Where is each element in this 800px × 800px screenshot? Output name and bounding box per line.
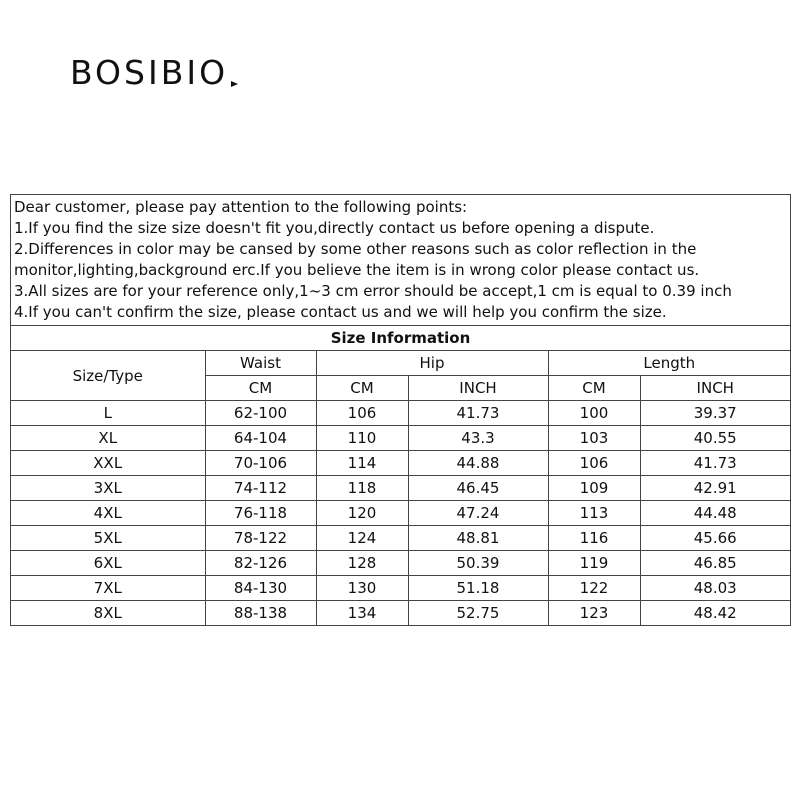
unit-length-cm: CM xyxy=(548,376,640,401)
cell-size: L xyxy=(11,401,205,426)
table-row xyxy=(11,451,790,476)
cell-length-cm: 123 xyxy=(548,601,640,626)
cell-waist-cm: 70-106 xyxy=(205,451,316,476)
cell-waist-cm: 62-100 xyxy=(205,401,316,426)
cell-waist-cm: 74-112 xyxy=(205,476,316,501)
notice-line: 3.All sizes are for your reference only,1~3 cm error should be accept,1 cm is equal to 0.39 inch xyxy=(14,282,732,300)
cell-waist-cm: 88-138 xyxy=(205,601,316,626)
cell-length-inch: 42.91 xyxy=(640,476,790,501)
cell-length-cm: 119 xyxy=(548,551,640,576)
cell-length-cm: 116 xyxy=(548,526,640,551)
cell-length-cm: 109 xyxy=(548,476,640,501)
cell-hip-cm: 134 xyxy=(316,601,408,626)
cell-size: 6XL xyxy=(11,551,205,576)
notice-line: 4.If you can't confirm the size, please contact us and we will help you confirm the size. xyxy=(14,303,667,321)
cell-length-cm: 100 xyxy=(548,401,640,426)
cell-size: 4XL xyxy=(11,501,205,526)
header-length: Length xyxy=(548,351,790,376)
table-row xyxy=(11,401,790,426)
cell-hip-inch: 43.3 xyxy=(408,426,548,451)
cell-hip-cm: 110 xyxy=(316,426,408,451)
notice-line: monitor,lighting,background erc.If you believe the item is in wrong color please contact us. xyxy=(14,261,700,279)
table-row xyxy=(11,426,790,451)
cell-length-inch: 39.37 xyxy=(640,401,790,426)
cell-size: 3XL xyxy=(11,476,205,501)
table-row xyxy=(11,601,790,626)
cell-length-cm: 103 xyxy=(548,426,640,451)
cell-hip-inch: 52.75 xyxy=(408,601,548,626)
table-row xyxy=(11,576,790,601)
cell-hip-inch: 41.73 xyxy=(408,401,548,426)
table-row xyxy=(11,476,790,501)
cell-hip-cm: 124 xyxy=(316,526,408,551)
cell-length-inch: 48.03 xyxy=(640,576,790,601)
brand-logo xyxy=(70,53,238,92)
cell-hip-cm: 128 xyxy=(316,551,408,576)
table-row xyxy=(11,501,790,526)
cell-length-inch: 40.55 xyxy=(640,426,790,451)
cell-waist-cm: 82-126 xyxy=(205,551,316,576)
header-waist: Waist xyxy=(205,351,316,376)
cell-hip-inch: 46.45 xyxy=(408,476,548,501)
header-size-type: Size/Type xyxy=(11,351,205,401)
cell-hip-inch: 47.24 xyxy=(408,501,548,526)
cell-length-cm: 113 xyxy=(548,501,640,526)
cell-size: 5XL xyxy=(11,526,205,551)
cell-waist-cm: 78-122 xyxy=(205,526,316,551)
size-chart xyxy=(10,194,791,626)
unit-hip-inch: INCH xyxy=(408,376,548,401)
brand-name: BOSIBIO xyxy=(70,53,229,92)
size-table xyxy=(11,351,790,625)
cell-length-inch: 41.73 xyxy=(640,451,790,476)
table-row xyxy=(11,526,790,551)
cell-waist-cm: 84-130 xyxy=(205,576,316,601)
cell-length-inch: 44.48 xyxy=(640,501,790,526)
table-row xyxy=(11,551,790,576)
notice-line: Dear customer, please pay attention to the following points: xyxy=(14,198,468,216)
triangle-mark-icon xyxy=(231,81,238,87)
cell-hip-inch: 50.39 xyxy=(408,551,548,576)
cell-hip-cm: 130 xyxy=(316,576,408,601)
notice-line: 1.If you find the size size doesn't fit you,directly contact us before opening a dispute. xyxy=(14,219,655,237)
cell-length-inch: 46.85 xyxy=(640,551,790,576)
table-title: Size Information xyxy=(11,326,790,351)
cell-hip-cm: 114 xyxy=(316,451,408,476)
cell-length-inch: 48.42 xyxy=(640,601,790,626)
cell-size: 8XL xyxy=(11,601,205,626)
cell-hip-inch: 51.18 xyxy=(408,576,548,601)
cell-waist-cm: 64-104 xyxy=(205,426,316,451)
cell-length-inch: 45.66 xyxy=(640,526,790,551)
cell-size: XXL xyxy=(11,451,205,476)
unit-length-inch: INCH xyxy=(640,376,790,401)
cell-waist-cm: 76-118 xyxy=(205,501,316,526)
unit-waist-cm: CM xyxy=(205,376,316,401)
cell-length-cm: 122 xyxy=(548,576,640,601)
cell-size: 7XL xyxy=(11,576,205,601)
cell-hip-cm: 120 xyxy=(316,501,408,526)
notice-line: 2.Differences in color may be cansed by some other reasons such as color reflection in the xyxy=(14,240,697,258)
cell-hip-inch: 48.81 xyxy=(408,526,548,551)
cell-size: XL xyxy=(11,426,205,451)
header-row xyxy=(11,351,790,376)
cell-hip-cm: 106 xyxy=(316,401,408,426)
cell-hip-cm: 118 xyxy=(316,476,408,501)
header-hip: Hip xyxy=(316,351,548,376)
customer-notice xyxy=(11,195,790,326)
cell-hip-inch: 44.88 xyxy=(408,451,548,476)
cell-length-cm: 106 xyxy=(548,451,640,476)
unit-hip-cm: CM xyxy=(316,376,408,401)
